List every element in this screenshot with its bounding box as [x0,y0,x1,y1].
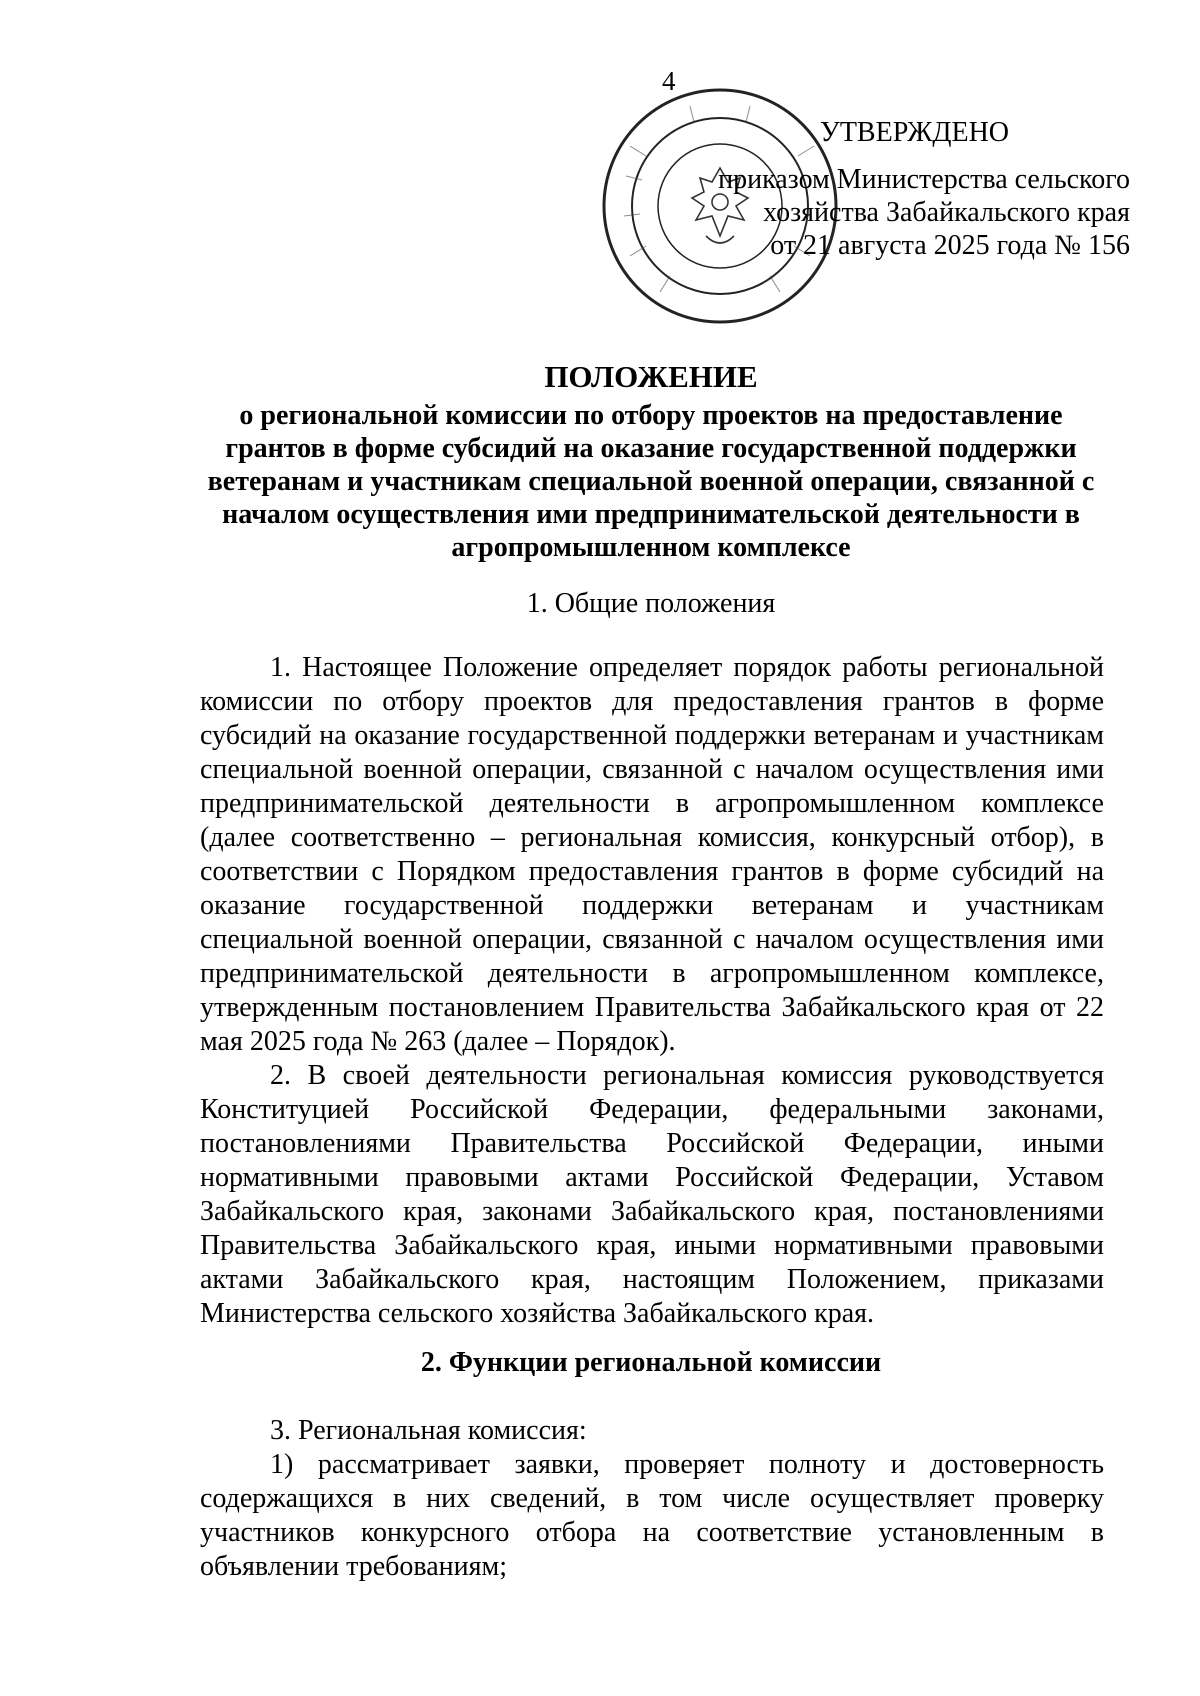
paragraph-3: 3. Региональная комиссия: [270,1415,587,1446]
section-2-heading: 2. Функции региональной комиссии [420,1347,882,1378]
approval-line: хозяйства Забайкальского края [763,197,1130,228]
approval-line: от 21 августа 2025 года № 156 [770,230,1130,261]
page-number: 4 [662,66,676,96]
approval-block [690,116,1130,262]
section-2-body [200,1414,1104,1584]
document-title [196,360,1106,564]
approval-heading: УТВЕРЖДЕНО [820,117,1010,148]
section-1-heading: 1. Общие положения [526,588,776,619]
paragraph-1: 1. Настоящее Положение определяет порядок работы региональной комиссии по отбору проектов для предоставления грантов в форме субсидий на оказание государственной поддержки ветеранам и участникам специальной военной операции, связанной с началом осуществления ими предпринимательской деятельности в агропромышленном комплексе (далее соответственно – региональная комиссия, конкурсный отбор), в соответствии с Порядком предоставления грантов в форме субсидий на оказание государственной поддержки ветеранам и участникам специальной военной операции, связанной с началом осуществления ими предпринимательской деятельности в агропромышленном комплексе, утвержденным постановлением Правительства Забайкальского края от 22 мая 2025 года № 263 (далее – Порядок). [200,652,1104,1057]
paragraph-2: 2. В своей деятельности региональная комиссия руководствуется Конституцией Российской Федерации, федеральными законами, постановлениями Правительства Российской Федерации, иными нормативными правовыми актами Российской Федерации, Уставом Забайкальского края, законами Забайкальского края, постановлениями Правительства Забайкальского края, иными нормативными правовыми актами Забайкальского края, настоящим Положением, приказами Министерства сельского хозяйства Забайкальского края. [200,1060,1104,1329]
title-subtitle: о региональной комиссии по отбору проектов на предоставление грантов в форме субсидий на оказание государственной поддержки ветеранам и участникам специальной военной операции, связанной с началом осуществления ими предпринимательской деятельности в агропромышленном комплексе [207,400,1095,563]
paragraph-3-item-1: 1) рассматривает заявки, проверяет полноту и достоверность содержащихся в них сведений, в том числе осуществляет проверку участников конкурсного отбора на соответствие установленным в объявлении требованиям; [200,1449,1104,1582]
section-1-body [200,651,1104,1331]
title-main: ПОЛОЖЕНИЕ [544,359,758,394]
approval-line: приказом Министерства сельского [718,164,1130,195]
